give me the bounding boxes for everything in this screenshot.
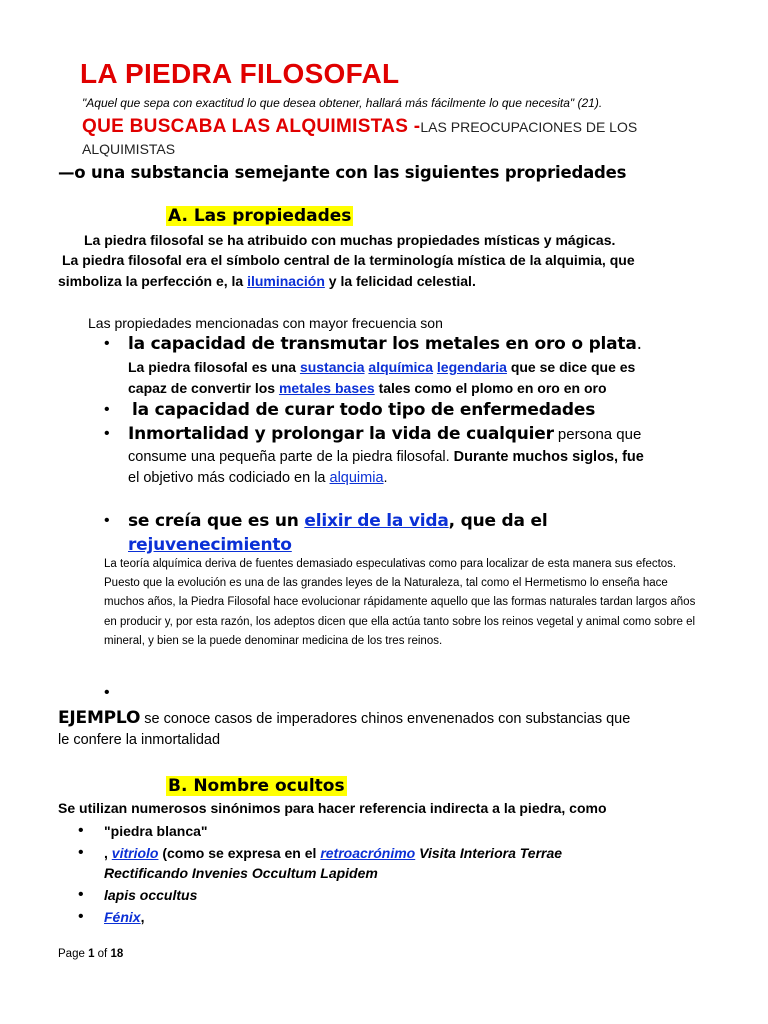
properties-lead: Las propiedades mencionadas con mayor frecuencia son	[88, 315, 443, 331]
bullet-marker	[104, 401, 110, 419]
link-rejuvenecimiento[interactable]: rejuvenecimiento	[128, 535, 292, 555]
text-fragment: que se dice que es	[506, 359, 636, 375]
text-fragment: Durante muchos siglos, fue	[453, 449, 644, 465]
synonym-vitriolo-line-2: Rectificando Invenies Occultum Lapidem	[104, 865, 378, 881]
property-transmute-title	[128, 334, 642, 354]
bullet-marker	[78, 908, 84, 926]
text-fragment: , que da el	[448, 511, 548, 531]
footer-page-total: 18	[110, 948, 124, 960]
alchemy-theory-paragraph: La teoría alquímica deriva de fuentes demasiado especulativas como para localizar de esta manera sus efectos. Puesto que la evolución es una de las grandes leyes de la Naturaleza, tal como el Hermetismo lo enseña hace muchos años, la Piedra Filosofal hace evolucionar rápidamente aquello que las formas naturales tardan largos años en producir y, por esta razón, los adeptos dicen que ella actúa tanto sobre los reinos vegetal y animal como sobre el mineral, y bien se la puede denominar medicina de los tres reinos.	[104, 558, 696, 647]
property-title: la capacidad de transmutar los metales en oro o plata	[128, 334, 637, 354]
section-b-heading-text: B. Nombre ocultos	[168, 776, 345, 796]
section-a-paragraph-1: La piedra filosofal se ha atribuido con muchas propiedades místicas y mágicas.	[84, 232, 616, 248]
text-fragment: simboliza la perfección e, la	[58, 273, 248, 289]
link-elixir-de-la-vida[interactable]: elixir de la vida	[304, 511, 449, 531]
link-legendaria[interactable]: legendaria	[436, 359, 507, 375]
link-alquimica[interactable]: alquímica	[368, 359, 434, 375]
bullet-marker	[104, 335, 110, 353]
bullet-marker	[104, 425, 110, 443]
link-alquimia[interactable]: alquimia	[329, 470, 384, 486]
text-fragment: ,	[104, 845, 112, 861]
property-immortality-title	[128, 424, 641, 444]
property-transmute-line-1	[128, 359, 635, 375]
footer-page-label: Page	[58, 948, 89, 960]
section-a-paragraph-3	[58, 273, 476, 289]
text-fragment: se creía que es un	[128, 511, 305, 531]
text-fragment: .	[636, 334, 642, 354]
property-elixir-line-1	[128, 511, 547, 531]
bullet-marker	[78, 822, 84, 840]
link-sustancia[interactable]: sustancia	[299, 359, 365, 375]
bullet-marker-empty	[104, 684, 110, 702]
text-fragment: el objetivo más codiciado en la	[128, 470, 330, 486]
section-b-heading	[166, 776, 347, 796]
section-a-heading	[166, 206, 353, 226]
text-fragment: consume una pequeña parte de la piedra filosofal.	[128, 449, 454, 465]
text-fragment: se conoce casos de imperadores chinos envenenados con substancias que	[140, 711, 631, 727]
text-fragment: Visita Interiora Terrae	[415, 845, 563, 861]
bullet-marker	[78, 886, 84, 904]
property-immortality-line-2	[128, 470, 388, 486]
section-a-heading-text: A. Las propiedades	[168, 206, 352, 226]
subtitle-small: LAS PREOCUPACIONES DE LOS	[420, 119, 638, 135]
synonym-vitriolo-line-1	[104, 845, 562, 861]
bullet-marker	[104, 512, 110, 530]
text-fragment: (como se expresa en el	[158, 845, 321, 861]
link-iluminacion[interactable]: iluminación	[247, 273, 325, 289]
synonym-piedra-blanca: "piedra blanca"	[104, 823, 208, 839]
section-b-lead: Se utilizan numerosos sinónimos para hacer referencia indirecta a la piedra, como	[58, 800, 607, 816]
link-fenix[interactable]: Fénix	[104, 909, 141, 925]
example-label: EJEMPLO	[58, 708, 141, 728]
text-fragment: y la felicidad celestial.	[324, 273, 476, 289]
link-metales-bases[interactable]: metales bases	[278, 380, 375, 396]
link-vitriolo[interactable]: vitriolo	[111, 845, 159, 861]
text-fragment: persona que	[553, 426, 642, 443]
epigraph-quote: "Aquel que sepa con exactitud lo que desea obtener, hallará más fácilmente lo que necesita" (21).	[82, 96, 603, 110]
document-title: LA PIEDRA FILOSOFAL	[80, 58, 400, 89]
property-elixir-line-2	[128, 535, 292, 555]
page-footer	[58, 948, 123, 960]
subtitle-line	[82, 116, 637, 138]
property-transmute-line-2	[128, 380, 607, 396]
section-a-paragraph-2: La piedra filosofal era el símbolo central de la terminología mística de la alquimia, que	[62, 252, 635, 268]
footer-of-label: of	[94, 948, 111, 960]
link-retroacronimo[interactable]: retroacrónimo	[320, 845, 416, 861]
text-fragment: .	[383, 470, 388, 486]
text-fragment: La piedra filosofal es una	[128, 359, 300, 375]
intro-line: —o una substancia semejante con las siguientes propriedades	[58, 163, 627, 182]
footer-page-current: 1	[88, 948, 95, 960]
property-title: Inmortalidad y prolongar la vida de cualquier	[128, 424, 554, 444]
text-fragment: capaz de convertir los	[128, 380, 279, 396]
example-line-2: le confere la inmortalidad	[58, 732, 221, 748]
example-line-1	[58, 708, 630, 728]
property-immortality-line-1	[128, 449, 644, 465]
synonym-lapis-occultus: lapis occultus	[104, 887, 198, 903]
text-fragment: ,	[140, 909, 145, 925]
subtitle-small-continued: ALQUIMISTAS	[82, 141, 176, 157]
text-fragment: tales como el plomo en oro en oro	[374, 380, 607, 396]
synonym-fenix	[104, 909, 144, 925]
property-cure-title: la capacidad de curar todo tipo de enfermedades	[132, 400, 596, 420]
subtitle-red: QUE BUSCABA LAS ALQUIMISTAS -	[82, 116, 421, 137]
bullet-marker	[78, 844, 84, 862]
